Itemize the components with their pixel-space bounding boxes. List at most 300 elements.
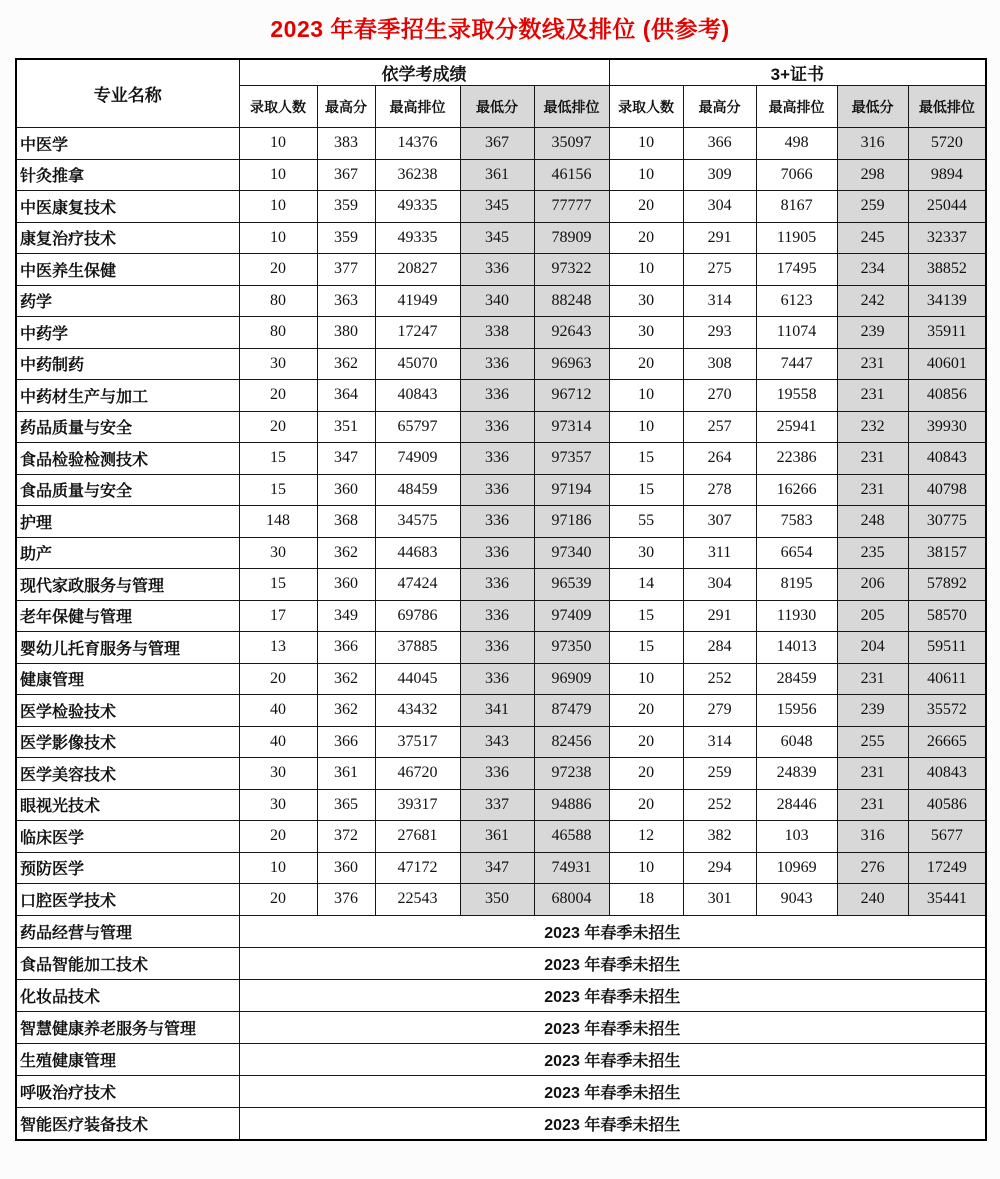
score-cell: 10 — [609, 380, 683, 412]
score-cell: 8195 — [756, 569, 837, 601]
score-cell: 96539 — [534, 569, 609, 601]
major-name-cell: 药品质量与安全 — [16, 411, 239, 443]
score-cell: 30 — [239, 348, 317, 380]
column-header-major: 专业名称 — [16, 59, 239, 128]
score-cell: 45070 — [375, 348, 460, 380]
score-cell: 40856 — [908, 380, 986, 412]
score-cell: 17247 — [375, 317, 460, 349]
major-name-cell: 口腔医学技术 — [16, 884, 239, 916]
score-cell: 245 — [837, 222, 908, 254]
score-cell: 234 — [837, 254, 908, 286]
score-cell: 264 — [683, 443, 756, 475]
score-cell: 15 — [609, 474, 683, 506]
score-cell: 304 — [683, 569, 756, 601]
major-name-cell: 健康管理 — [16, 663, 239, 695]
score-cell: 14013 — [756, 632, 837, 664]
score-cell: 372 — [317, 821, 375, 853]
no-enroll-row — [16, 947, 986, 979]
table-row — [16, 821, 986, 853]
score-cell: 239 — [837, 695, 908, 727]
score-cell: 25044 — [908, 191, 986, 223]
table-row — [16, 443, 986, 475]
score-cell: 340 — [460, 285, 534, 317]
score-cell: 376 — [317, 884, 375, 916]
score-cell: 205 — [837, 600, 908, 632]
score-cell: 20 — [609, 789, 683, 821]
major-name-cell: 针灸推拿 — [16, 159, 239, 191]
score-cell: 10 — [609, 254, 683, 286]
score-cell: 16266 — [756, 474, 837, 506]
score-cell: 40 — [239, 726, 317, 758]
score-cell: 15 — [239, 569, 317, 601]
table-row — [16, 380, 986, 412]
group-header-xuekao: 依学考成绩 — [239, 59, 609, 86]
score-cell: 259 — [837, 191, 908, 223]
no-enroll-note: 2023 年春季未招生 — [239, 947, 986, 979]
score-cell: 257 — [683, 411, 756, 443]
score-cell: 368 — [317, 506, 375, 538]
score-cell: 40586 — [908, 789, 986, 821]
table-row — [16, 285, 986, 317]
score-cell: 35097 — [534, 128, 609, 160]
score-cell: 46588 — [534, 821, 609, 853]
table-row — [16, 695, 986, 727]
score-cell: 10 — [609, 128, 683, 160]
score-cell: 20 — [609, 695, 683, 727]
table-row — [16, 411, 986, 443]
score-cell: 40611 — [908, 663, 986, 695]
no-enroll-note: 2023 年春季未招生 — [239, 1075, 986, 1107]
score-cell: 12 — [609, 821, 683, 853]
score-cell: 367 — [317, 159, 375, 191]
score-cell: 382 — [683, 821, 756, 853]
score-cell: 336 — [460, 569, 534, 601]
score-cell: 41949 — [375, 285, 460, 317]
score-cell: 40601 — [908, 348, 986, 380]
table-header — [16, 59, 986, 128]
score-cell: 291 — [683, 600, 756, 632]
table-body — [16, 128, 986, 1140]
score-cell: 366 — [683, 128, 756, 160]
score-cell: 5677 — [908, 821, 986, 853]
score-cell: 336 — [460, 537, 534, 569]
major-name-cell: 中医养生保健 — [16, 254, 239, 286]
score-cell: 360 — [317, 852, 375, 884]
no-enroll-row — [16, 915, 986, 947]
score-cell: 270 — [683, 380, 756, 412]
score-cell: 97357 — [534, 443, 609, 475]
score-cell: 77777 — [534, 191, 609, 223]
score-cell: 87479 — [534, 695, 609, 727]
table-row — [16, 632, 986, 664]
score-cell: 361 — [317, 758, 375, 790]
score-cell: 311 — [683, 537, 756, 569]
table-row — [16, 348, 986, 380]
table-row — [16, 537, 986, 569]
score-cell: 27681 — [375, 821, 460, 853]
score-cell: 15 — [609, 632, 683, 664]
score-cell: 20 — [609, 348, 683, 380]
score-cell: 38157 — [908, 537, 986, 569]
score-cell: 20 — [239, 821, 317, 853]
col-header-1-3: 最低分 — [837, 86, 908, 128]
major-name-cell: 婴幼儿托育服务与管理 — [16, 632, 239, 664]
score-cell: 360 — [317, 474, 375, 506]
score-cell: 20 — [609, 222, 683, 254]
major-name-cell: 中医学 — [16, 128, 239, 160]
score-cell: 10 — [239, 128, 317, 160]
score-cell: 359 — [317, 222, 375, 254]
score-cell: 34575 — [375, 506, 460, 538]
score-cell: 96909 — [534, 663, 609, 695]
score-cell: 347 — [317, 443, 375, 475]
score-cell: 366 — [317, 632, 375, 664]
table-row — [16, 159, 986, 191]
major-name-cell: 化妆品技术 — [16, 979, 239, 1011]
score-cell: 46720 — [375, 758, 460, 790]
score-cell: 7066 — [756, 159, 837, 191]
score-cell: 337 — [460, 789, 534, 821]
major-name-cell: 呼吸治疗技术 — [16, 1075, 239, 1107]
score-cell: 252 — [683, 663, 756, 695]
score-cell: 10 — [239, 159, 317, 191]
score-cell: 44683 — [375, 537, 460, 569]
table-row — [16, 884, 986, 916]
score-cell: 316 — [837, 821, 908, 853]
table-row — [16, 569, 986, 601]
score-cell: 28459 — [756, 663, 837, 695]
score-cell: 40843 — [375, 380, 460, 412]
score-cell: 40843 — [908, 758, 986, 790]
score-cell: 336 — [460, 411, 534, 443]
score-cell: 148 — [239, 506, 317, 538]
major-name-cell: 智慧健康养老服务与管理 — [16, 1011, 239, 1043]
score-cell: 30 — [239, 537, 317, 569]
score-cell: 97238 — [534, 758, 609, 790]
table-row — [16, 317, 986, 349]
score-cell: 231 — [837, 789, 908, 821]
score-cell: 35441 — [908, 884, 986, 916]
score-cell: 97186 — [534, 506, 609, 538]
score-cell: 17 — [239, 600, 317, 632]
col-header-1-2: 最高排位 — [756, 86, 837, 128]
major-name-cell: 中医康复技术 — [16, 191, 239, 223]
score-cell: 97340 — [534, 537, 609, 569]
score-cell: 336 — [460, 443, 534, 475]
score-cell: 17249 — [908, 852, 986, 884]
score-cell: 20 — [609, 758, 683, 790]
score-cell: 293 — [683, 317, 756, 349]
score-cell: 349 — [317, 600, 375, 632]
score-cell: 377 — [317, 254, 375, 286]
major-name-cell: 食品智能加工技术 — [16, 947, 239, 979]
major-name-cell: 医学影像技术 — [16, 726, 239, 758]
score-cell: 366 — [317, 726, 375, 758]
score-cell: 279 — [683, 695, 756, 727]
score-cell: 10 — [239, 191, 317, 223]
table-row — [16, 663, 986, 695]
major-name-cell: 助产 — [16, 537, 239, 569]
major-name-cell: 医学美容技术 — [16, 758, 239, 790]
table-row — [16, 506, 986, 538]
score-cell: 30 — [609, 537, 683, 569]
score-cell: 9894 — [908, 159, 986, 191]
score-cell: 362 — [317, 695, 375, 727]
score-cell: 26665 — [908, 726, 986, 758]
table-row — [16, 600, 986, 632]
score-cell: 74909 — [375, 443, 460, 475]
score-cell: 97322 — [534, 254, 609, 286]
major-name-cell: 临床医学 — [16, 821, 239, 853]
score-cell: 103 — [756, 821, 837, 853]
no-enroll-row — [16, 1043, 986, 1075]
col-header-1-4: 最低排位 — [908, 86, 986, 128]
score-cell: 22543 — [375, 884, 460, 916]
major-name-cell: 生殖健康管理 — [16, 1043, 239, 1075]
major-name-cell: 中药材生产与加工 — [16, 380, 239, 412]
score-cell: 78909 — [534, 222, 609, 254]
score-cell: 5720 — [908, 128, 986, 160]
score-cell: 362 — [317, 537, 375, 569]
score-cell: 40798 — [908, 474, 986, 506]
score-cell: 20 — [239, 380, 317, 412]
score-cell: 204 — [837, 632, 908, 664]
score-cell: 232 — [837, 411, 908, 443]
score-cell: 8167 — [756, 191, 837, 223]
score-cell: 39930 — [908, 411, 986, 443]
score-cell: 345 — [460, 191, 534, 223]
score-cell: 15 — [609, 443, 683, 475]
score-cell: 48459 — [375, 474, 460, 506]
score-cell: 6123 — [756, 285, 837, 317]
no-enroll-note: 2023 年春季未招生 — [239, 915, 986, 947]
score-cell: 367 — [460, 128, 534, 160]
table-row — [16, 128, 986, 160]
score-cell: 359 — [317, 191, 375, 223]
col-header-0-1: 最高分 — [317, 86, 375, 128]
major-name-cell: 老年保健与管理 — [16, 600, 239, 632]
major-name-cell: 康复治疗技术 — [16, 222, 239, 254]
major-name-cell: 现代家政服务与管理 — [16, 569, 239, 601]
score-cell: 316 — [837, 128, 908, 160]
score-cell: 14 — [609, 569, 683, 601]
score-cell: 59511 — [908, 632, 986, 664]
score-cell: 37885 — [375, 632, 460, 664]
table-row — [16, 852, 986, 884]
score-cell: 10 — [609, 411, 683, 443]
score-cell: 498 — [756, 128, 837, 160]
score-cell: 35572 — [908, 695, 986, 727]
score-cell: 336 — [460, 663, 534, 695]
score-cell: 34139 — [908, 285, 986, 317]
score-cell: 336 — [460, 474, 534, 506]
score-cell: 252 — [683, 789, 756, 821]
score-cell: 14376 — [375, 128, 460, 160]
score-cell: 336 — [460, 758, 534, 790]
score-cell: 284 — [683, 632, 756, 664]
score-cell: 336 — [460, 254, 534, 286]
score-cell: 380 — [317, 317, 375, 349]
score-cell: 30 — [239, 789, 317, 821]
major-name-cell: 食品质量与安全 — [16, 474, 239, 506]
score-cell: 362 — [317, 348, 375, 380]
major-name-cell: 智能医疗装备技术 — [16, 1108, 239, 1140]
score-cell: 294 — [683, 852, 756, 884]
score-cell: 22386 — [756, 443, 837, 475]
score-cell: 298 — [837, 159, 908, 191]
score-cell: 30775 — [908, 506, 986, 538]
score-cell: 69786 — [375, 600, 460, 632]
col-header-0-2: 最高排位 — [375, 86, 460, 128]
score-cell: 80 — [239, 285, 317, 317]
score-cell: 10 — [609, 852, 683, 884]
score-cell: 309 — [683, 159, 756, 191]
score-cell: 20 — [239, 254, 317, 286]
score-cell: 338 — [460, 317, 534, 349]
admission-score-table — [15, 58, 987, 1141]
score-cell: 10 — [239, 852, 317, 884]
score-cell: 361 — [460, 159, 534, 191]
score-cell: 20 — [239, 411, 317, 443]
score-cell: 336 — [460, 506, 534, 538]
no-enroll-note: 2023 年春季未招生 — [239, 1043, 986, 1075]
score-cell: 231 — [837, 443, 908, 475]
score-cell: 6048 — [756, 726, 837, 758]
score-cell: 276 — [837, 852, 908, 884]
score-cell: 40843 — [908, 443, 986, 475]
score-cell: 10 — [609, 663, 683, 695]
score-cell: 28446 — [756, 789, 837, 821]
score-cell: 275 — [683, 254, 756, 286]
score-cell: 7583 — [756, 506, 837, 538]
score-cell: 343 — [460, 726, 534, 758]
score-cell: 278 — [683, 474, 756, 506]
col-header-0-3: 最低分 — [460, 86, 534, 128]
score-cell: 46156 — [534, 159, 609, 191]
score-cell: 347 — [460, 852, 534, 884]
table-row — [16, 191, 986, 223]
table-row — [16, 254, 986, 286]
score-cell: 20 — [239, 663, 317, 695]
major-name-cell: 中药学 — [16, 317, 239, 349]
no-enroll-row — [16, 1108, 986, 1140]
score-cell: 40 — [239, 695, 317, 727]
major-name-cell: 药学 — [16, 285, 239, 317]
score-cell: 43432 — [375, 695, 460, 727]
score-cell: 19558 — [756, 380, 837, 412]
score-cell: 308 — [683, 348, 756, 380]
score-cell: 97350 — [534, 632, 609, 664]
score-cell: 20 — [609, 726, 683, 758]
score-cell: 55 — [609, 506, 683, 538]
score-cell: 341 — [460, 695, 534, 727]
major-name-cell: 中药制药 — [16, 348, 239, 380]
score-cell: 82456 — [534, 726, 609, 758]
score-cell: 17495 — [756, 254, 837, 286]
score-cell: 32337 — [908, 222, 986, 254]
score-cell: 49335 — [375, 222, 460, 254]
score-cell: 39317 — [375, 789, 460, 821]
group-header-zhengshu: 3+证书 — [609, 59, 986, 86]
no-enroll-note: 2023 年春季未招生 — [239, 1108, 986, 1140]
score-cell: 68004 — [534, 884, 609, 916]
score-cell: 94886 — [534, 789, 609, 821]
score-cell: 239 — [837, 317, 908, 349]
score-cell: 259 — [683, 758, 756, 790]
score-cell: 291 — [683, 222, 756, 254]
score-cell: 74931 — [534, 852, 609, 884]
score-cell: 351 — [317, 411, 375, 443]
score-cell: 30 — [239, 758, 317, 790]
group-header-row — [16, 59, 986, 86]
score-cell: 301 — [683, 884, 756, 916]
score-cell: 248 — [837, 506, 908, 538]
no-enroll-row — [16, 1011, 986, 1043]
col-header-0-4: 最低排位 — [534, 86, 609, 128]
major-name-cell: 医学检验技术 — [16, 695, 239, 727]
score-cell: 25941 — [756, 411, 837, 443]
score-cell: 96963 — [534, 348, 609, 380]
score-cell: 336 — [460, 380, 534, 412]
score-cell: 314 — [683, 285, 756, 317]
score-cell: 11930 — [756, 600, 837, 632]
score-cell: 314 — [683, 726, 756, 758]
score-cell: 37517 — [375, 726, 460, 758]
score-cell: 49335 — [375, 191, 460, 223]
score-cell: 363 — [317, 285, 375, 317]
score-cell: 365 — [317, 789, 375, 821]
major-name-cell: 护理 — [16, 506, 239, 538]
score-cell: 15956 — [756, 695, 837, 727]
col-header-1-1: 最高分 — [683, 86, 756, 128]
score-cell: 255 — [837, 726, 908, 758]
score-cell: 9043 — [756, 884, 837, 916]
score-cell: 13 — [239, 632, 317, 664]
no-enroll-row — [16, 979, 986, 1011]
score-cell: 44045 — [375, 663, 460, 695]
score-cell: 235 — [837, 537, 908, 569]
major-name-cell: 眼视光技术 — [16, 789, 239, 821]
score-cell: 20 — [609, 191, 683, 223]
score-cell: 360 — [317, 569, 375, 601]
major-name-cell: 食品检验检测技术 — [16, 443, 239, 475]
score-cell: 362 — [317, 663, 375, 695]
score-cell: 97409 — [534, 600, 609, 632]
score-cell: 18 — [609, 884, 683, 916]
table-row — [16, 789, 986, 821]
score-cell: 11905 — [756, 222, 837, 254]
score-cell: 231 — [837, 380, 908, 412]
table-row — [16, 474, 986, 506]
page-title: 2023 年春季招生录取分数线及排位 (供参考) — [270, 16, 730, 42]
score-cell: 240 — [837, 884, 908, 916]
score-cell: 58570 — [908, 600, 986, 632]
score-cell: 231 — [837, 758, 908, 790]
score-cell: 15 — [239, 474, 317, 506]
score-cell: 6654 — [756, 537, 837, 569]
score-cell: 47424 — [375, 569, 460, 601]
score-cell: 361 — [460, 821, 534, 853]
col-header-0-0: 录取人数 — [239, 86, 317, 128]
table-row — [16, 222, 986, 254]
score-cell: 231 — [837, 348, 908, 380]
score-cell: 242 — [837, 285, 908, 317]
score-cell: 20 — [239, 884, 317, 916]
score-cell: 20827 — [375, 254, 460, 286]
score-cell: 35911 — [908, 317, 986, 349]
no-enroll-note: 2023 年春季未招生 — [239, 1011, 986, 1043]
score-cell: 345 — [460, 222, 534, 254]
